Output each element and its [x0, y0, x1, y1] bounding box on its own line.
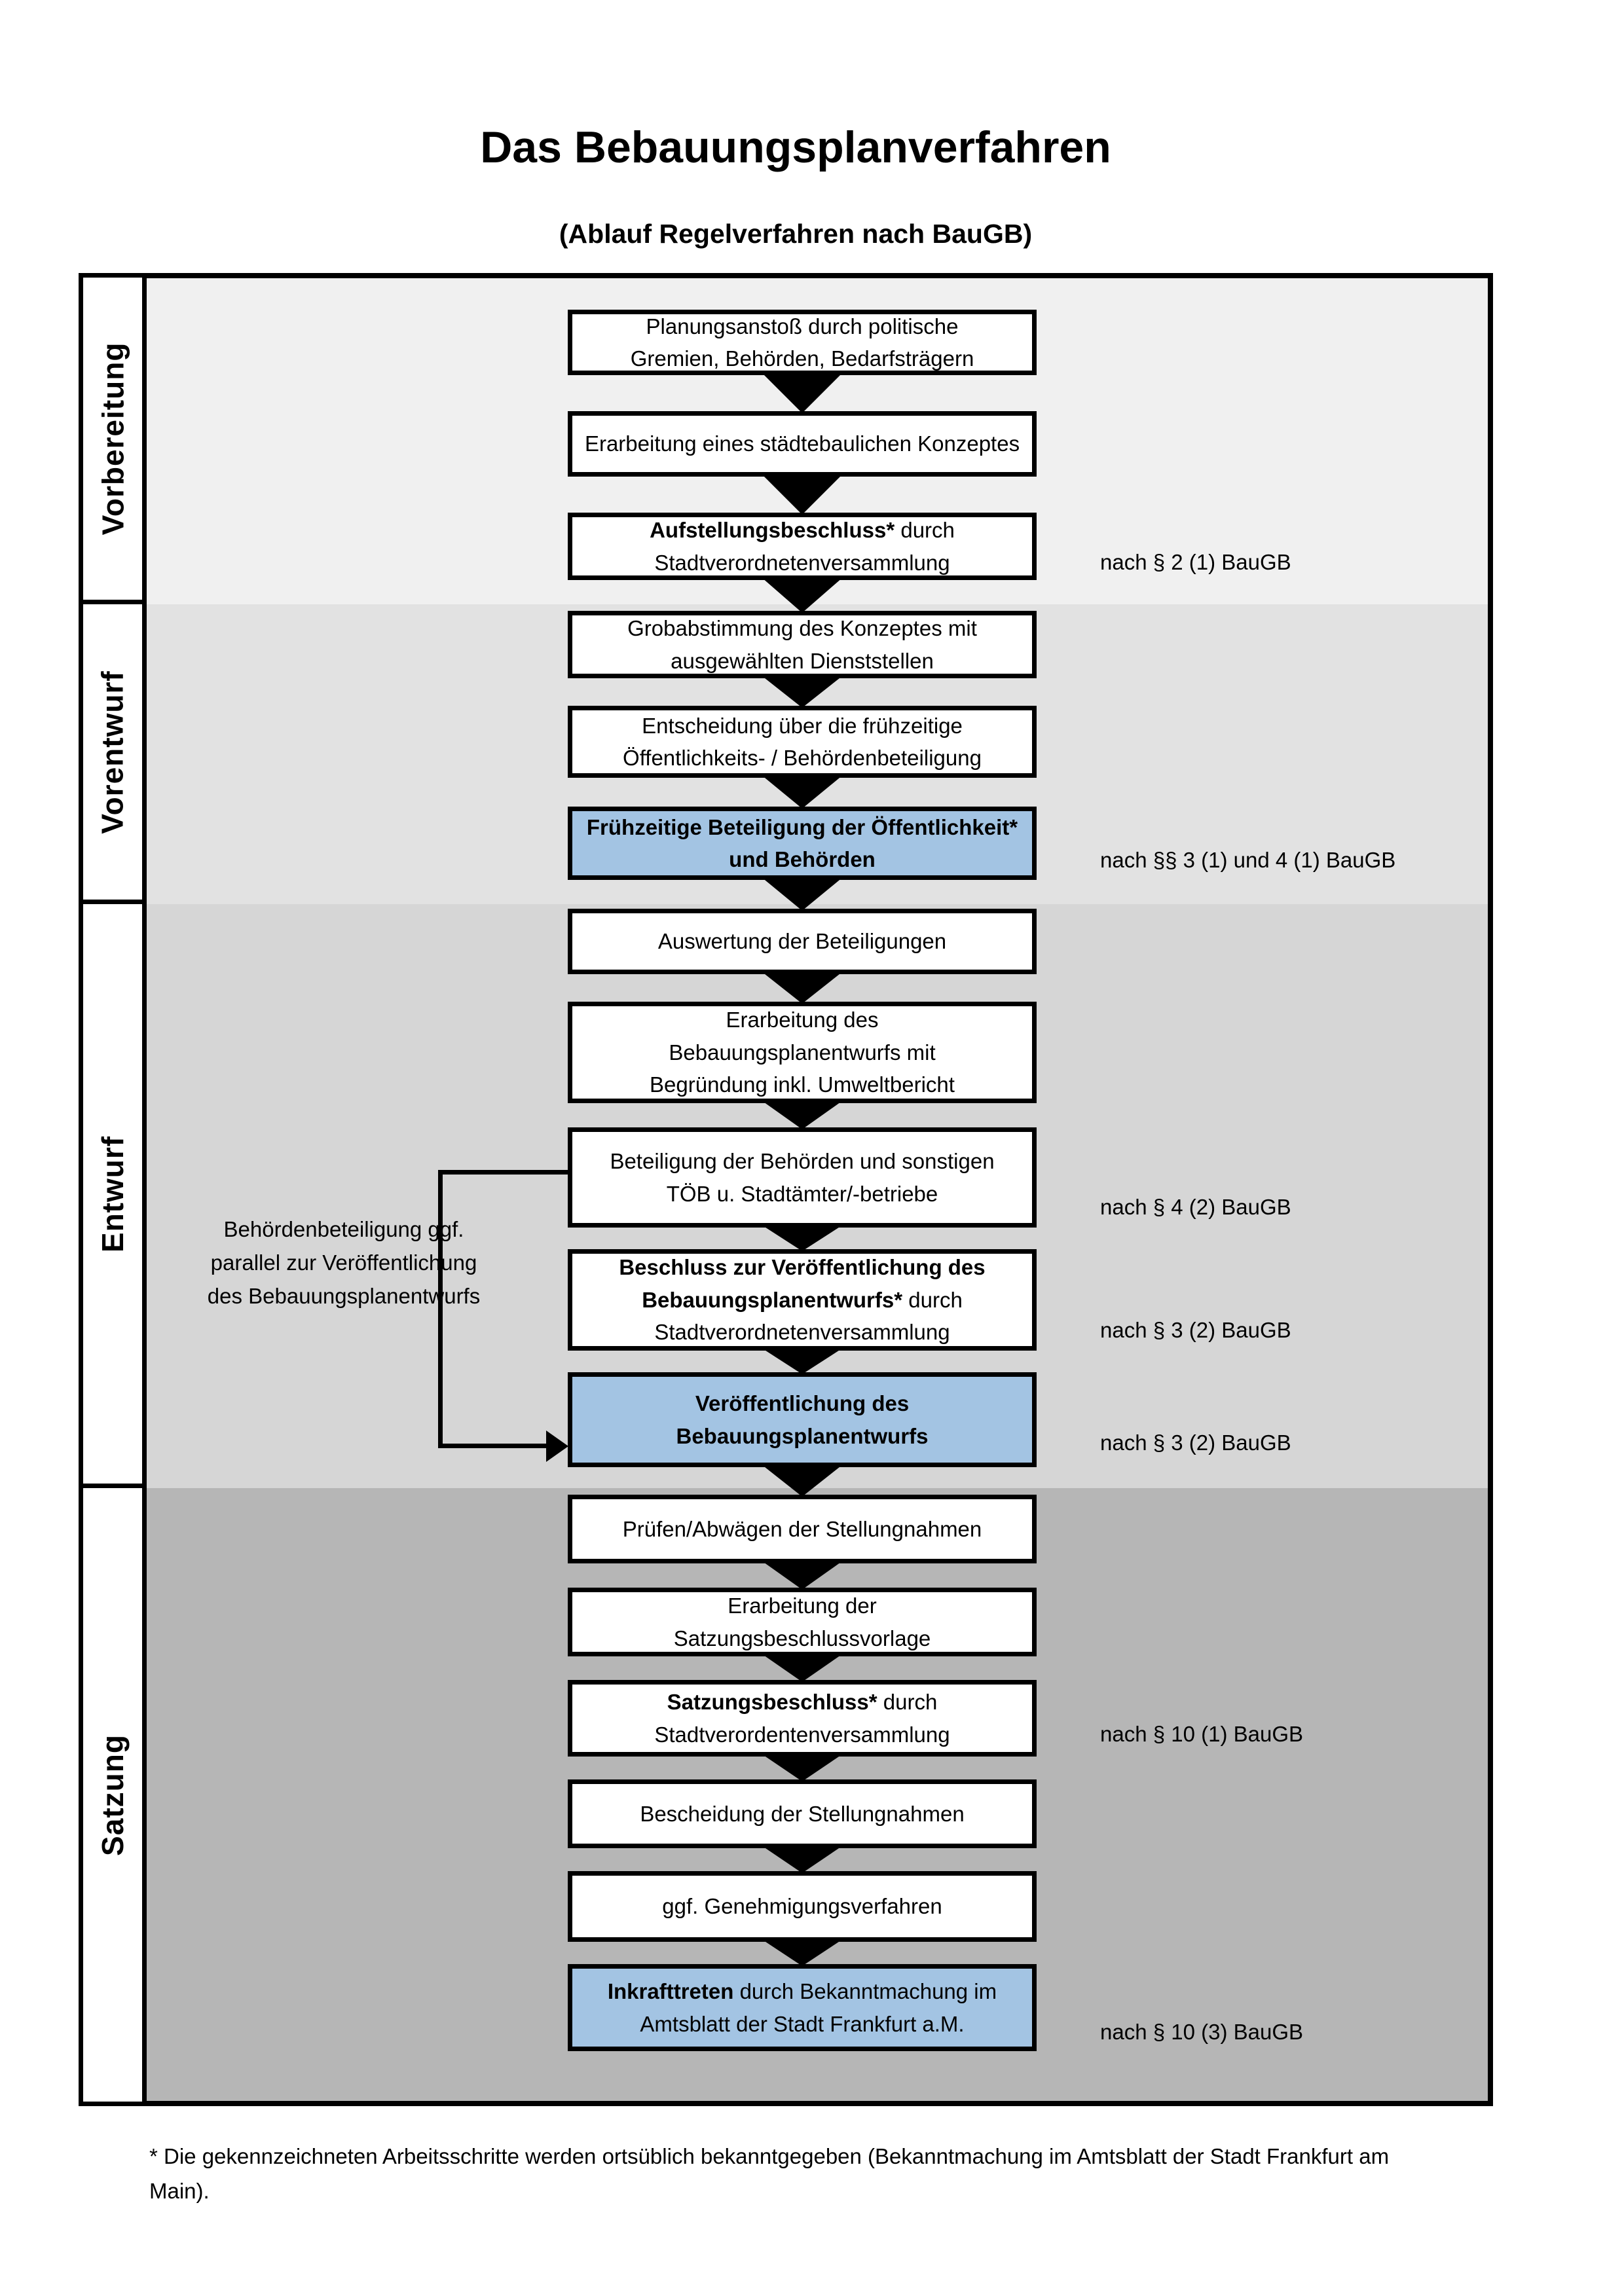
legal-ref-veroeffentlichungsbeschluss: nach § 3 (2) BauGB	[1100, 1318, 1291, 1342]
flow-arrow-down-icon	[762, 676, 843, 708]
legal-ref-veroeffentlichung: nach § 3 (2) BauGB	[1100, 1430, 1291, 1455]
box-text: Auswertung der Beteiligungen	[657, 929, 947, 954]
elbow-connector-bottom	[438, 1444, 549, 1448]
box-text: durch Stadtverordnetenversammlung	[654, 518, 955, 575]
flow-arrow-down-icon	[762, 972, 843, 1004]
section-label: Vorbereitung	[96, 342, 130, 536]
flow-box-planungsanstoss	[568, 310, 1037, 375]
flow-arrow-down-icon	[762, 1754, 843, 1781]
flow-arrow-down-icon	[762, 1939, 843, 1966]
flow-box-fruehzeitige-beteiligung	[568, 807, 1037, 880]
flow-box-satzungsbeschluss	[568, 1680, 1037, 1757]
section-label: Satzung	[96, 1734, 130, 1856]
box-text: Beteiligung der Behörden und sonstigen TÖB u. Stadtämter/-betriebe	[610, 1149, 995, 1206]
flow-box-veroeffentlichung	[568, 1372, 1037, 1467]
box-text: Prüfen/Abwägen der Stellungnahmen	[622, 1516, 982, 1541]
box-text: Entscheidung über die frühzeitige Öffentlichkeits- / Behördenbeteiligung	[623, 713, 982, 770]
section-label-cell-vorentwurf	[79, 600, 147, 904]
section-label-cell-entwurf	[79, 900, 147, 1488]
flow-box-entscheidung-beteiligung	[568, 706, 1037, 778]
box-text: Erarbeitung der Satzungsbeschlussvorlage	[673, 1594, 931, 1650]
flow-box-grobabstimmung	[568, 611, 1037, 678]
box-text: Erarbeitung des Bebauungsplanentwurfs mit Begründung inkl. Umweltbericht	[650, 1008, 955, 1097]
box-text: Planungsanstoß durch politische Gremien, Behörden, Bedarfsträgern	[630, 314, 974, 371]
flow-box-auswertung	[568, 909, 1037, 974]
section-label-cell-vorbereitung	[79, 273, 147, 604]
box-text: ggf. Genehmigungsverfahren	[662, 1894, 942, 1919]
section-label: Entwurf	[96, 1135, 130, 1252]
page-subtitle: (Ablauf Regelverfahren nach BauGB)	[559, 219, 1033, 249]
flow-arrow-down-icon	[762, 1846, 843, 1873]
flow-arrow-down-icon	[762, 1654, 843, 1682]
flow-box-behoerdenbeteiligung	[568, 1127, 1037, 1228]
flow-arrow-down-icon	[762, 1465, 843, 1497]
box-text: durch Stadtverordentenversammlung	[654, 1690, 950, 1747]
parallel-note: Behördenbeteiligung ggf. parallel zur Veröffentlichung des Bebauungsplanentwurfs	[207, 1217, 481, 1309]
footnote: * Die gekennzeichneten Arbeitsschritte werden ortsüblich bekanntgegeben (Bekanntmachung im Amtsblatt der Stadt Frankfurt am Main).	[149, 2144, 1390, 2203]
elbow-arrowhead-icon	[546, 1430, 568, 1462]
flow-arrow-down-icon	[762, 877, 843, 911]
legal-ref-satzungsbeschluss: nach § 10 (1) BauGB	[1100, 1722, 1304, 1746]
section-label-cell-satzung	[79, 1484, 147, 2106]
flow-arrow-down-icon	[762, 1101, 843, 1129]
flow-box-entwurf-erarbeitung	[568, 1002, 1037, 1103]
flow-arrow-down-icon	[762, 474, 843, 515]
flow-box-pruefen-abwaegen	[568, 1495, 1037, 1563]
box-text-bold: Aufstellungsbeschluss*	[650, 518, 895, 542]
legal-ref-inkrafttreten: nach § 10 (3) BauGB	[1100, 2020, 1304, 2044]
legal-ref-aufstellungsbeschluss: nach § 2 (1) BauGB	[1100, 550, 1291, 574]
flow-box-satzungsvorlage	[568, 1588, 1037, 1656]
flow-box-veroeffentlichungsbeschluss	[568, 1249, 1037, 1351]
legal-ref-behoerdenbeteiligung: nach § 4 (2) BauGB	[1100, 1195, 1291, 1219]
box-text: durch Bekanntmachung im Amtsblatt der Stadt Frankfurt a.M.	[640, 1979, 997, 2036]
box-text-bold: Beschluss zur Veröffentlichung des Bebauungsplanentwurfs*	[619, 1255, 986, 1312]
page-title: Das Bebauungsplanverfahren	[480, 122, 1111, 172]
box-text: Bescheidung der Stellungnahmen	[640, 1801, 965, 1826]
flow-box-inkrafttreten	[568, 1964, 1037, 2051]
section-label: Vorentwurf	[96, 670, 130, 834]
box-text-bold: Veröffentlichung des Bebauungsplanentwurfs	[676, 1391, 929, 1448]
flow-box-aufstellungsbeschluss	[568, 513, 1037, 580]
box-text-bold: Inkrafttreten	[607, 1979, 734, 2003]
flow-arrow-down-icon	[762, 577, 843, 613]
flow-arrow-down-icon	[762, 775, 843, 809]
box-text: Erarbeitung eines städtebaulichen Konzeptes	[584, 431, 1020, 456]
flow-arrow-down-icon	[762, 373, 843, 413]
box-text: Grobabstimmung des Konzeptes mit ausgewählten Dienststellen	[627, 616, 977, 673]
flow-box-konzept-erarbeitung	[568, 411, 1037, 477]
flow-arrow-down-icon	[762, 1348, 843, 1374]
flow-arrow-down-icon	[762, 1225, 843, 1251]
legal-ref-fruehzeitige-beteiligung: nach §§ 3 (1) und 4 (1) BauGB	[1100, 848, 1396, 872]
box-text-bold: Frühzeitige Beteiligung der Öffentlichkeit* und Behörden	[586, 814, 1018, 871]
flow-box-bescheidung	[568, 1779, 1037, 1848]
flow-box-genehmigungsverfahren	[568, 1871, 1037, 1942]
elbow-connector-top	[438, 1170, 568, 1175]
box-text: durch Stadtverordnetenversammlung	[654, 1287, 963, 1345]
flow-arrow-down-icon	[762, 1561, 843, 1590]
box-text-bold: Satzungsbeschluss*	[667, 1690, 877, 1714]
